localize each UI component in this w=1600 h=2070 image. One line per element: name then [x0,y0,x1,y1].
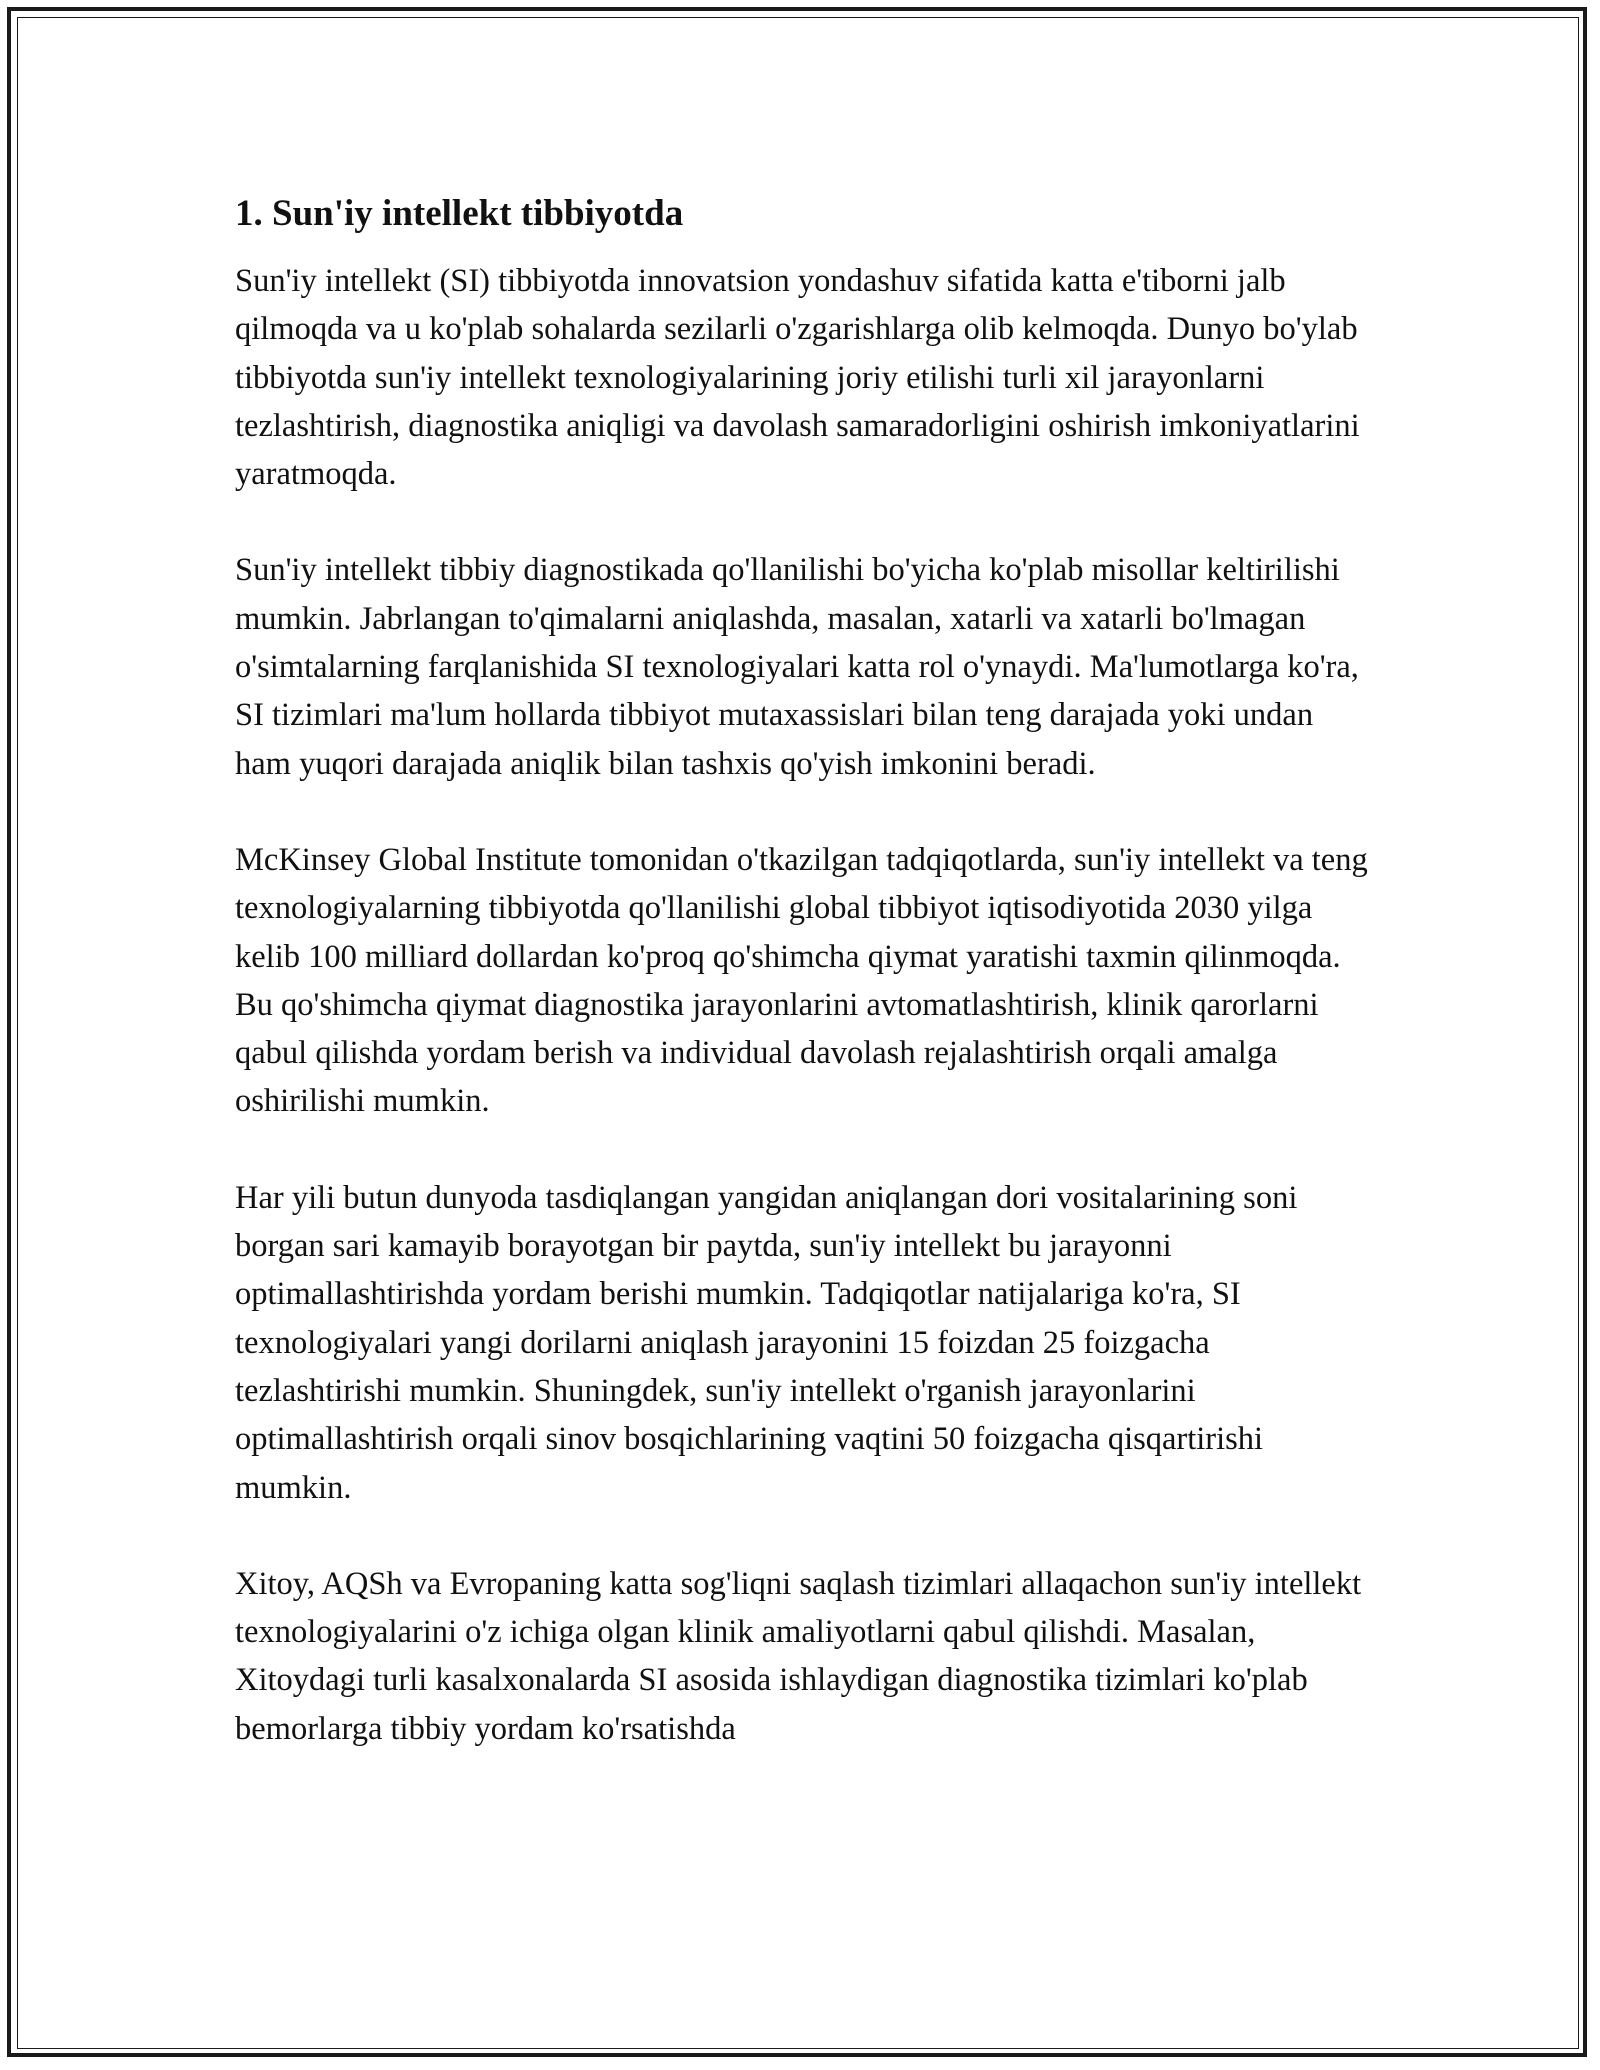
paragraph-diagnostics: Sun'iy intellekt tibbiy diagnostikada qo'llanilishi bo'yicha ko'plab misollar keltirilishi mumkin. Jabrlangan to'qimalarni aniqlashda, masalan, xatarli va xatarli bo'lmagan o'simtalarning farqlanishida SI texnologiyalari katta rol o'ynaydi. Ma'lumotlarga ko'ra, SI tizimlari ma'lum hollarda tibbiyot mutaxassislari bilan teng darajada yoki undan ham yuqori darajada aniqlik bilan tashxis qo'yish imkonini beradi. [235,552,1359,782]
document-body [235,185,1375,1801]
paragraph-healthcare-systems: Xitoy, AQSh va Evropaning katta sog'liqni saqlash tizimlari allaqachon sun'iy intellekt texnologiyalarini o'z ichiga olgan klinik amaliyotlarni qabul qilishdi. Masalan, Xitoydagi turli kasalxonalarda SI asosida ishlaydigan diagnostika tizimlari ko'plab bemorlarga tibbiy yordam ko'rsatishda [235,1565,1362,1747]
paragraph-drug-discovery: Har yili butun dunyoda tasdiqlangan yangidan aniqlangan dori vositalarining soni borgan sari kamayib borayotgan bir paytda, sun'iy intellekt bu jarayonni optimallashtirishda yordam berishi mumkin. Tadqiqotlar natijalariga ko'ra, SI texnologiyalari yangi dorilarni aniqlash jarayonini 15 foizdan 25 foizgacha tezlashtirishi mumkin. Shuningdek, sun'iy intellekt o'rganish jarayonlarini optimallashtirish orqali sinov bosqichlarining vaqtini 50 foizgacha qisqartirishi mumkin. [235,1179,1298,1506]
paragraph-intro: Sun'iy intellekt (SI) tibbiyotda innovatsion yondashuv sifatida katta e'tiborni jalb qilmoqda va u ko'plab sohalarda sezilarli o'zgarishlarga olib kelmoqda. Dunyo bo'ylab tibbiyotda sun'iy intellekt texnologiyalarining joriy etilishi turli xil jarayonlarni tezlashtirish, diagnostika aniqligi va davolash samaradorligini oshirish imkoniyatlarini yaratmoqda. [235,263,1360,493]
section-heading: 1. Sun'iy intellekt tibbiyotda [235,193,684,234]
paragraph-mckinsey: McKinsey Global Institute tomonidan o'tkazilgan tadqiqotlarda, sun'iy intellekt va teng texnologiyalarning tibbiyotda qo'llanilishi global tibbiyot iqtisodiyotida 2030 yilga kelib 100 milliard dollardan ko'proq qo'shimcha qiymat yaratishi taxmin qilinmoqda. Bu qo'shimcha qiymat diagnostika jarayonlarini avtomatlashtirish, klinik qarorlarni qabul qilishda yordam berish va individual davolash rejalashtirish orqali amalga oshirilishi mumkin. [235,841,1368,1120]
